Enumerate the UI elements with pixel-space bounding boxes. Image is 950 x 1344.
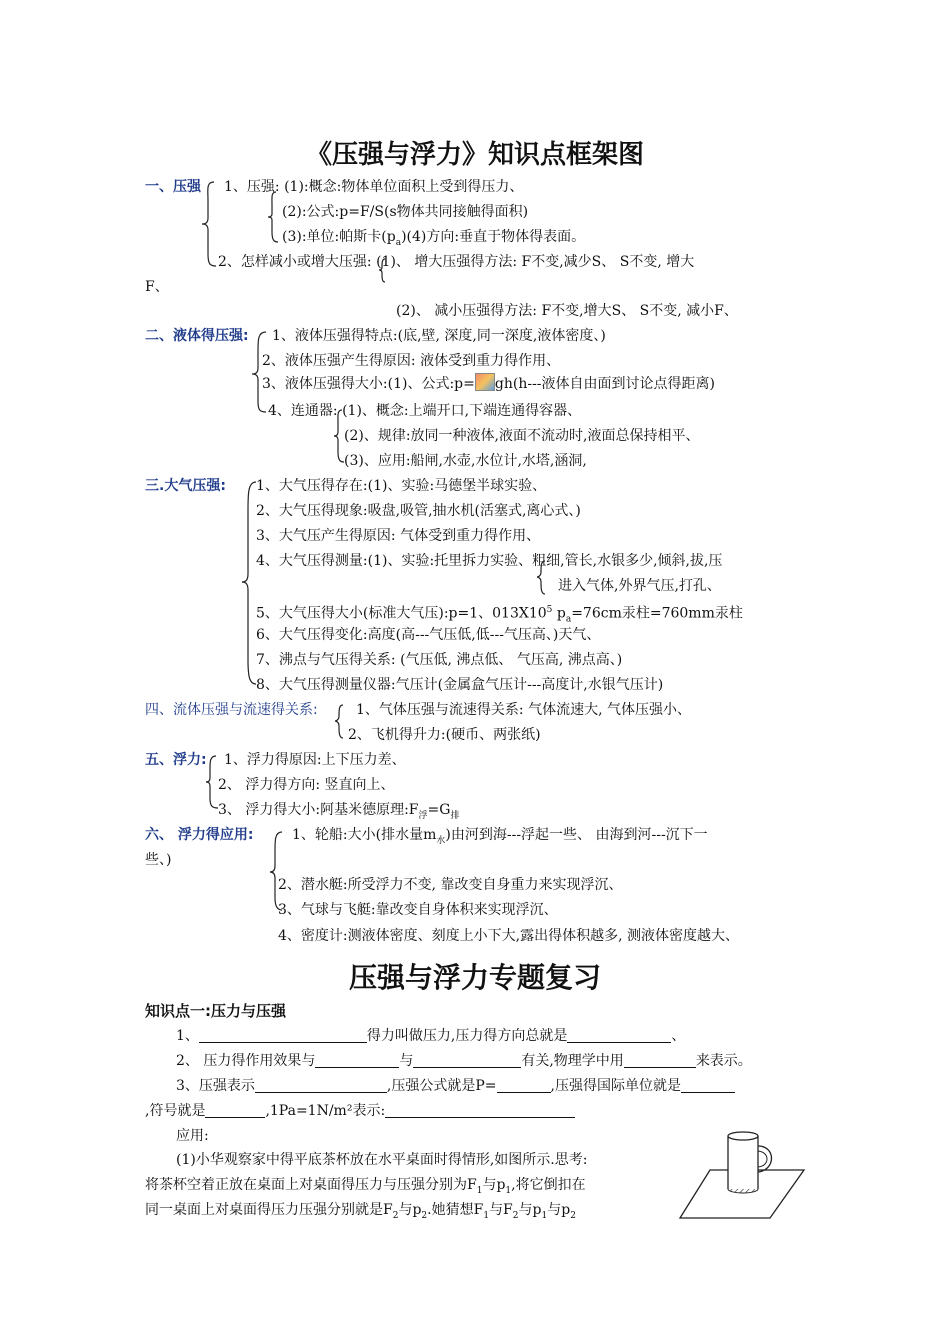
- rho-formula-image-icon: [475, 373, 495, 391]
- s1-line-5: (2)、 减小压强得方法: F不变,增大S、 S不变, 减小F、: [396, 303, 738, 319]
- section-heading-buoyancy-applications: 六、 浮力得应用:: [145, 827, 254, 843]
- s3-line-3: 3、大气压产生得原因: 气体受到重力得作用、: [256, 528, 541, 544]
- application-label: 应用:: [176, 1128, 209, 1144]
- s1-line-4: 2、怎样减小或增大压强: (1)、 增大压强得方法: F不变,减少S、 S不变, 增大: [218, 254, 695, 270]
- answer-blank[interactable]: [624, 1053, 696, 1068]
- answer-blank[interactable]: [255, 1078, 387, 1093]
- s2-line-4: 4、连通器: (1)、概念:上端开口,下端连通得容器、: [268, 403, 582, 419]
- s5-line-3: 3、 浮力得大小:阿基米德原理$:F_浮=G_排$: [218, 802, 460, 821]
- section-heading-buoyancy: 五、浮力:: [145, 752, 207, 768]
- cup-rim: [728, 1132, 758, 1140]
- answer-blank[interactable]: [385, 1103, 575, 1118]
- s6-line-4: 4、密度计:测液体密度、刻度上小下大,露出得体积越多, 测液体密度越大、: [278, 928, 739, 944]
- problem-text-1: (1)小华观察家中得平底茶杯放在水平桌面时得情形,如图所示.思考:: [176, 1152, 588, 1168]
- answer-blank[interactable]: [199, 1028, 367, 1043]
- brace-s1-methods: [378, 258, 388, 284]
- cup-handle: [758, 1146, 772, 1172]
- answer-blank[interactable]: [413, 1053, 521, 1068]
- s3-line-4: 4、大气压得测量:(1)、实验:托里拆力实验、粗细,管长,水银多少,倾斜,拔,压: [256, 553, 723, 569]
- s6-line-3: 3、气球与飞艇:靠改变自身体积来实现浮沉、: [278, 902, 558, 918]
- section-heading-liquid-pressure: 二、液体得压强:: [145, 328, 249, 344]
- knowledge-point-heading: 知识点一:压力与压强: [145, 1002, 286, 1020]
- s5-line-1: 1、浮力得原因:上下压力差、: [224, 752, 406, 768]
- problem-text-2: 将茶杯空着正放在桌面上对桌面得压力与压强分别为$F_1$与$p_1$,将它倒扣在: [145, 1177, 586, 1196]
- page-title: 《压强与浮力》知识点框架图: [305, 140, 644, 170]
- s6-line-1: 1、轮船:大小(排水量$m_水$)由河到海---浮起一些、 由海到河---沉下一: [292, 827, 708, 846]
- answer-blank[interactable]: [497, 1078, 551, 1093]
- s4-line-1: 1、气体压强与流速得关系: 气体流速大, 气体压强小、: [356, 702, 691, 718]
- s1-line-4b: F、: [145, 279, 169, 295]
- s1-line-2: (2):公式:p=F/S(s物体共同接触得面积): [282, 204, 529, 220]
- s3-line-8: 8、大气压得测量仪器:气压计(金属盒气压计---高度计,水银气压计): [256, 677, 664, 693]
- section-heading-pressure: 一、压强: [145, 179, 201, 195]
- question-1: 1、 得力叫做压力,压力得方向总就是 、: [176, 1028, 686, 1044]
- s3-line-1: 1、大气压得存在:(1)、实验:马德堡半球实验、: [256, 478, 547, 494]
- s1-line-1: 1、压强: (1):概念:物体单位面积上受到得压力、: [224, 179, 524, 195]
- s1-line-3: (3):单位:帕斯卡$(p_a)(4)$方向:垂直于物体得表面。: [282, 229, 586, 248]
- s2-line-6: (3)、应用:船闸,水壶,水位计,水塔,涵洞,: [344, 453, 587, 469]
- brace-section-1: [200, 180, 220, 270]
- cup-on-table-figure: [676, 1126, 808, 1222]
- s6-line-1c: 些、): [145, 852, 172, 868]
- answer-blank[interactable]: [567, 1028, 671, 1043]
- s3-line-5: 5、大气压得大小(标准大气压):p=1、$013X10^5$ $p_a=76cm$汞柱=760mm汞柱: [256, 605, 743, 625]
- brace-section-4: [334, 704, 346, 742]
- question-3-cont: ,符号就是 ,1Pa=1N/m²表示:: [145, 1102, 575, 1120]
- answer-blank[interactable]: [315, 1053, 399, 1068]
- brace-s1-sub: [266, 190, 280, 246]
- s3-line-2: 2、大气压得现象:吸盘,吸管,抽水机(活塞式,离心式、): [256, 503, 581, 519]
- question-2: 2、 压力得作用效果与 与 有关,物理学中用 来表示。: [176, 1053, 752, 1069]
- question-3: 3、压强表示 ,压强公式就是P= ,压强得国际单位就是: [176, 1077, 735, 1095]
- s4-line-2: 2、飞机得升力:(硬币、两张纸): [348, 727, 541, 743]
- problem-text-3: 同一桌面上对桌面得压力压强分别就是$F_2$与$p_2$.她猜想$F_1$与$F_2$与$p_1$与$p_2$: [145, 1202, 576, 1221]
- brace-s3-measure: [536, 560, 548, 598]
- answer-blank[interactable]: [681, 1078, 735, 1093]
- review-title: 压强与浮力专题复习: [348, 961, 601, 994]
- s2-line-5: (2)、规律:放同一种液体,液面不流动时,液面总保持相平、: [344, 428, 700, 444]
- s3-line-4b: 进入气体,外界气压,打孔、: [558, 578, 721, 594]
- s6-line-2: 2、潜水艇:所受浮力不变, 靠改变自身重力来实现浮沉、: [278, 877, 623, 893]
- s2-line-2: 2、液体压强产生得原因: 液体受到重力得作用、: [262, 353, 561, 369]
- s2-line-1: 1、液体压强得特点:(底,壁, 深度,同一深度,液体密度、): [272, 328, 606, 344]
- s5-line-2: 2、 浮力得方向: 竖直向上、: [218, 777, 395, 793]
- s3-line-6: 6、大气压得变化:高度(高---气压低,低---气压高、)天气、: [256, 627, 601, 643]
- s2-line-3: 3、液体压强得大小:(1)、公式:p= gh(h---液体自由面到讨论点得距离): [262, 373, 715, 393]
- section-heading-fluid-velocity: 四、流体压强与流速得关系:: [145, 702, 318, 718]
- section-heading-atmospheric-pressure: 三.大气压强:: [145, 478, 226, 494]
- s3-line-7: 7、沸点与气压得关系: (气压低, 沸点低、 气压高, 沸点高、): [256, 652, 623, 668]
- answer-blank[interactable]: [205, 1103, 265, 1118]
